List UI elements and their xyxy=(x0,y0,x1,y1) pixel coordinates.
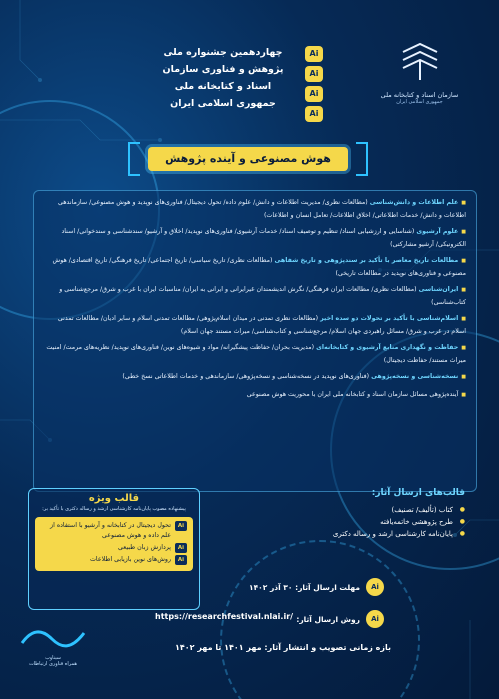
special-template-title: قالب ویژه xyxy=(88,493,140,504)
axis-item xyxy=(44,342,466,366)
organization-name: سازمان اسناد و کتابخانه ملی xyxy=(380,91,459,99)
sponsor-wave-icon xyxy=(18,625,88,651)
axis-text: (فناوری‌های نوپدید در نسخه‌شناسی و نسخه‌پژوهی/ سازماندهی و خدمات اطلاعاتی نسخ خطی) xyxy=(122,373,372,380)
deadline-text: مهلت ارسال آثار: ۳۰ آذر ۱۴۰۲ xyxy=(249,582,360,592)
special-item xyxy=(41,543,187,553)
deadline-row xyxy=(249,578,384,596)
axis-item xyxy=(44,197,466,221)
festival-website-link[interactable]: https://researchfestival.nlai.ir/ xyxy=(155,612,294,621)
special-item xyxy=(41,555,187,565)
festival-title xyxy=(148,44,298,112)
title-line: پژوهش و فناوری سازمان xyxy=(162,64,284,75)
axis-text: (شناسایی و ارزشیابی اسناد/ تنظیم و توصیف اسناد/ خدمات آرشیوی/ فناوری‌های نوپدید/ اخلاق و آرشیو/ سندشناسی و سندخوانی/ اسناد الکترونیکی/ آرشیو مشارکتی) xyxy=(61,228,466,248)
approval-timeline: بازه زمانی تصویب و انتشار آثار: مهر ۱۴۰۱ تا مهر ۱۴۰۲ xyxy=(175,643,392,652)
sponsor-logo xyxy=(18,625,88,669)
axis-text: (مطالعات نظری/ تاریخ سیاسی/ تاریخ اجتماعی/ تاریخ فرهنگی/ تاریخ اقتصادی/ هوش مصنوعی و فناوری‌های نوپدید در مطالعات تاریخی) xyxy=(52,257,466,277)
festival-title-block xyxy=(148,40,336,128)
submission-formats xyxy=(250,488,465,540)
axis-item xyxy=(44,284,466,308)
topic-banner: هوش مصنوعی و آینده پژوهش xyxy=(148,147,348,171)
special-item-text: پردازش زبان طبیعی xyxy=(118,544,171,551)
organization-country: جمهوری اسلامی ایران xyxy=(396,99,443,105)
special-template-box xyxy=(28,488,200,610)
festival-axes-panel xyxy=(33,190,477,492)
axis-heading: ایران‌شناسی xyxy=(418,286,459,293)
title-line: جمهوری اسلامی ایران xyxy=(170,98,276,109)
banner-bracket-left xyxy=(128,142,140,176)
special-template-list xyxy=(35,517,193,571)
axis-heading: اسلام‌شناسی با تأکید بر تحولات دو سده اخیر xyxy=(320,315,459,322)
axis-text: (مدیریت بحران/ حفاظت پیشگیرانه/ مواد و شیوه‌های نوین/ فناوری‌های نوپدید/ نظریه‌های مرمت/ امنیت میراث مستند/ حفاظت دیجیتال) xyxy=(46,344,466,364)
format-item: ● کتاب (تألیف/ تصنیف) xyxy=(250,504,465,516)
formats-title: قالب‌های ارسال آثار: xyxy=(371,488,465,498)
special-template-subtitle: پیشنهاده مصوب پایان‌نامه کارشناسی ارشد و رساله دکتری با تأکید بر: xyxy=(42,506,186,512)
ai-badge: Ai xyxy=(175,555,187,565)
axis-item xyxy=(44,389,466,402)
axis-item xyxy=(44,313,466,337)
format-item: ● طرح پژوهشی خاتمه‌یافته xyxy=(250,516,465,528)
ai-badge: Ai xyxy=(366,578,384,596)
axis-text: (مطالعات نظری/ مطالعات ایران فرهنگی/ نگرش اندیشمندان غیرایرانی و ایرانی به ایران/ مناسبات ایران با غرب و شرق/ مرجع‌شناسی و کتاب‌شناسی) xyxy=(59,286,466,306)
title-line: چهاردهمین جشنواره ملی xyxy=(163,47,283,58)
axis-heading: نسخه‌شناسی و نسخه‌پژوهی xyxy=(371,373,459,380)
ai-badge: Ai xyxy=(305,106,323,122)
special-item xyxy=(41,521,187,541)
ai-badge-column xyxy=(303,46,323,126)
axis-item xyxy=(44,255,466,279)
banner-bracket-right xyxy=(356,142,368,176)
library-emblem-icon xyxy=(397,38,443,84)
special-item-text: روش‌های نوین بازیابی اطلاعات xyxy=(90,556,171,563)
axis-heading: علوم آرشیوی xyxy=(416,228,459,235)
submission-method-label: روش ارسال آثار: xyxy=(296,614,360,624)
ai-badge: Ai xyxy=(305,86,323,102)
axis-text: آینده‌پژوهی مسائل سازمان اسناد و کتابخانه ملی ایران با محوریت هوش مصنوعی xyxy=(246,390,459,398)
axis-text: (مطالعات نظری تمدنی در میدان اسلام‌پژوهی/ مطالعات تمدنی اسلام و سایر ادیان/ مطالعات تمدنی اسلام در غرب و شرق/ مسائل راهبردی جهان اسلام/ مرجع‌شناسی و کتاب‌شناسی/ میراث مستند جهان اسلام) xyxy=(57,315,466,335)
axis-item xyxy=(44,226,466,250)
axis-heading: علم اطلاعات و دانش‌شناسی xyxy=(369,199,459,206)
ai-badge: Ai xyxy=(305,46,323,62)
axis-heading: حفاظت و نگهداری منابع آرشیوی و کتابخانه‌ای xyxy=(316,344,459,351)
axis-item xyxy=(44,371,466,384)
ai-badge: Ai xyxy=(175,543,187,553)
axis-text: (مطالعات نظری/ مدیریت اطلاعات و دانش/ علوم داده/ تحول دیجیتال/ فناوری‌های نوپدید و هوش مصنوعی/ سازماندهی اطلاعات و دانش/ خدمات اطلاعاتی/ اخلاق اطلاعات/ تعامل انسان و اطلاعات) xyxy=(57,199,466,219)
submission-method-row xyxy=(296,610,384,628)
axis-heading: مطالعات تاریخ معاصر با تأکید بر سندپژوهی و تاریخ شفاهی xyxy=(274,257,459,264)
ai-badge: Ai xyxy=(175,521,187,531)
ai-badge: Ai xyxy=(366,610,384,628)
format-item: ● پایان‌نامه کارشناسی ارشد و رساله دکتری xyxy=(250,528,465,540)
special-item-text: تحول دیجیتال در کتابخانه و آرشیو با استفاده از علم داده و هوش مصنوعی xyxy=(50,522,171,539)
organization-logo xyxy=(362,38,477,105)
sponsor-subtitle: همراه فناوری ارتباطات xyxy=(28,661,78,667)
sponsor-name: سیناوب xyxy=(45,655,61,661)
title-line: اسناد و کتابخانه ملی xyxy=(174,81,272,92)
ai-badge: Ai xyxy=(305,66,323,82)
